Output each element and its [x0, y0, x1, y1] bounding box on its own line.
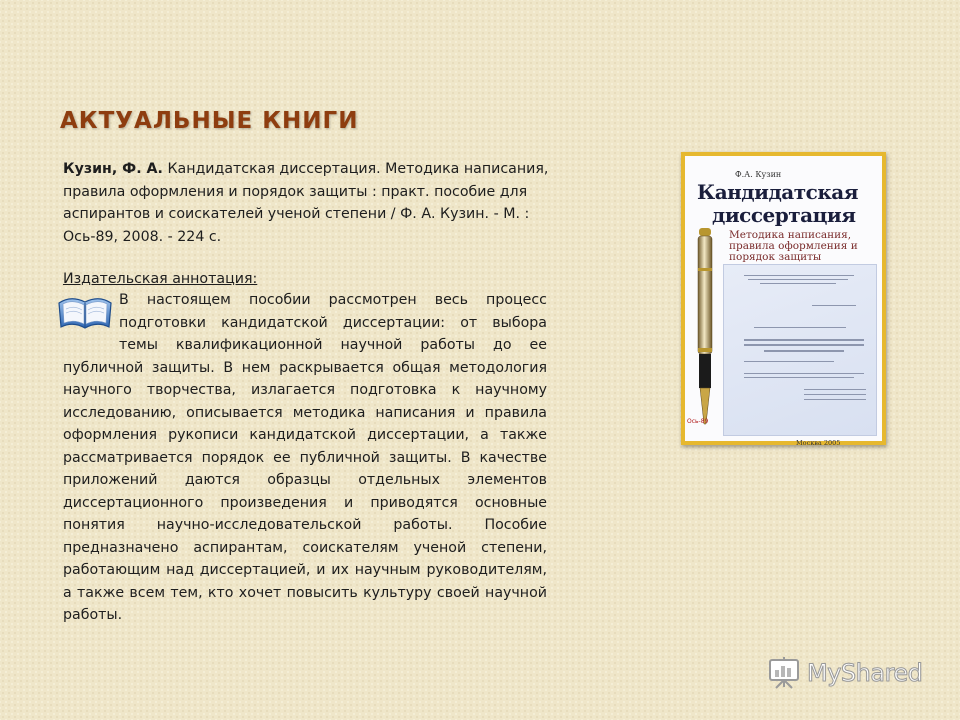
cover-publisher-logo: Ось-89: [687, 418, 709, 425]
slide-title: АКТУАЛЬНЫЕ КНИГИ: [60, 108, 359, 134]
book-citation: [63, 158, 553, 248]
cover-author: Ф.А. Кузин: [735, 170, 782, 179]
cover-title-line-1: Кандидатская: [697, 180, 858, 204]
watermark-text: MyShared: [807, 659, 923, 687]
book-cover-image: [681, 152, 886, 445]
citation-author: Кузин, Ф. А.: [63, 161, 163, 177]
cover-title-line-2: диссертация: [712, 203, 856, 227]
watermark: [767, 655, 922, 691]
book-cover: [685, 156, 882, 447]
citation-details: Кандидатская диссертация. Методика написания, правила оформления и порядок защиты : практ. пособие для аспирантов и соискателей ученой степени / Ф. А. Кузин. - М. : Ось-89, 2008. - 224 с.: [63, 161, 549, 245]
presentation-board-icon: [767, 656, 801, 690]
annotation-label: Издательская аннотация:: [63, 271, 258, 287]
cover-inner-page-illustration: [723, 264, 877, 447]
annotation-paragraph: [63, 289, 547, 627]
open-book-icon: [55, 291, 115, 337]
annotation-text: В настоящем пособии рассмотрен весь процесс подготовки кандидатской диссертации: от выбора темы квалификационной научной работы до ее публичной защиты. В нем раскрывается общая методология научного творчества, излагается подготовка к научному исследованию, описывается методика написания и правила оформления рукописи кандидатской диссертации, а также рассматривается порядок ее публичной защиты. В качестве приложений даются образцы отдельных элементов диссертационного произведения и приводятся основные понятия научно-исследовательской работы. Пособие предназначено аспирантам, соискателям ученой степени, работающим над диссертацией, и их научным руководителям, а также всем тем, кто хочет повысить культуру своей научной работы.: [63, 292, 547, 623]
fountain-pen-illustration: [693, 228, 717, 428]
cover-subtitle: Методика написания, правила оформления и порядок защиты: [729, 229, 858, 263]
cover-city-year: Москва 2005: [796, 439, 841, 447]
